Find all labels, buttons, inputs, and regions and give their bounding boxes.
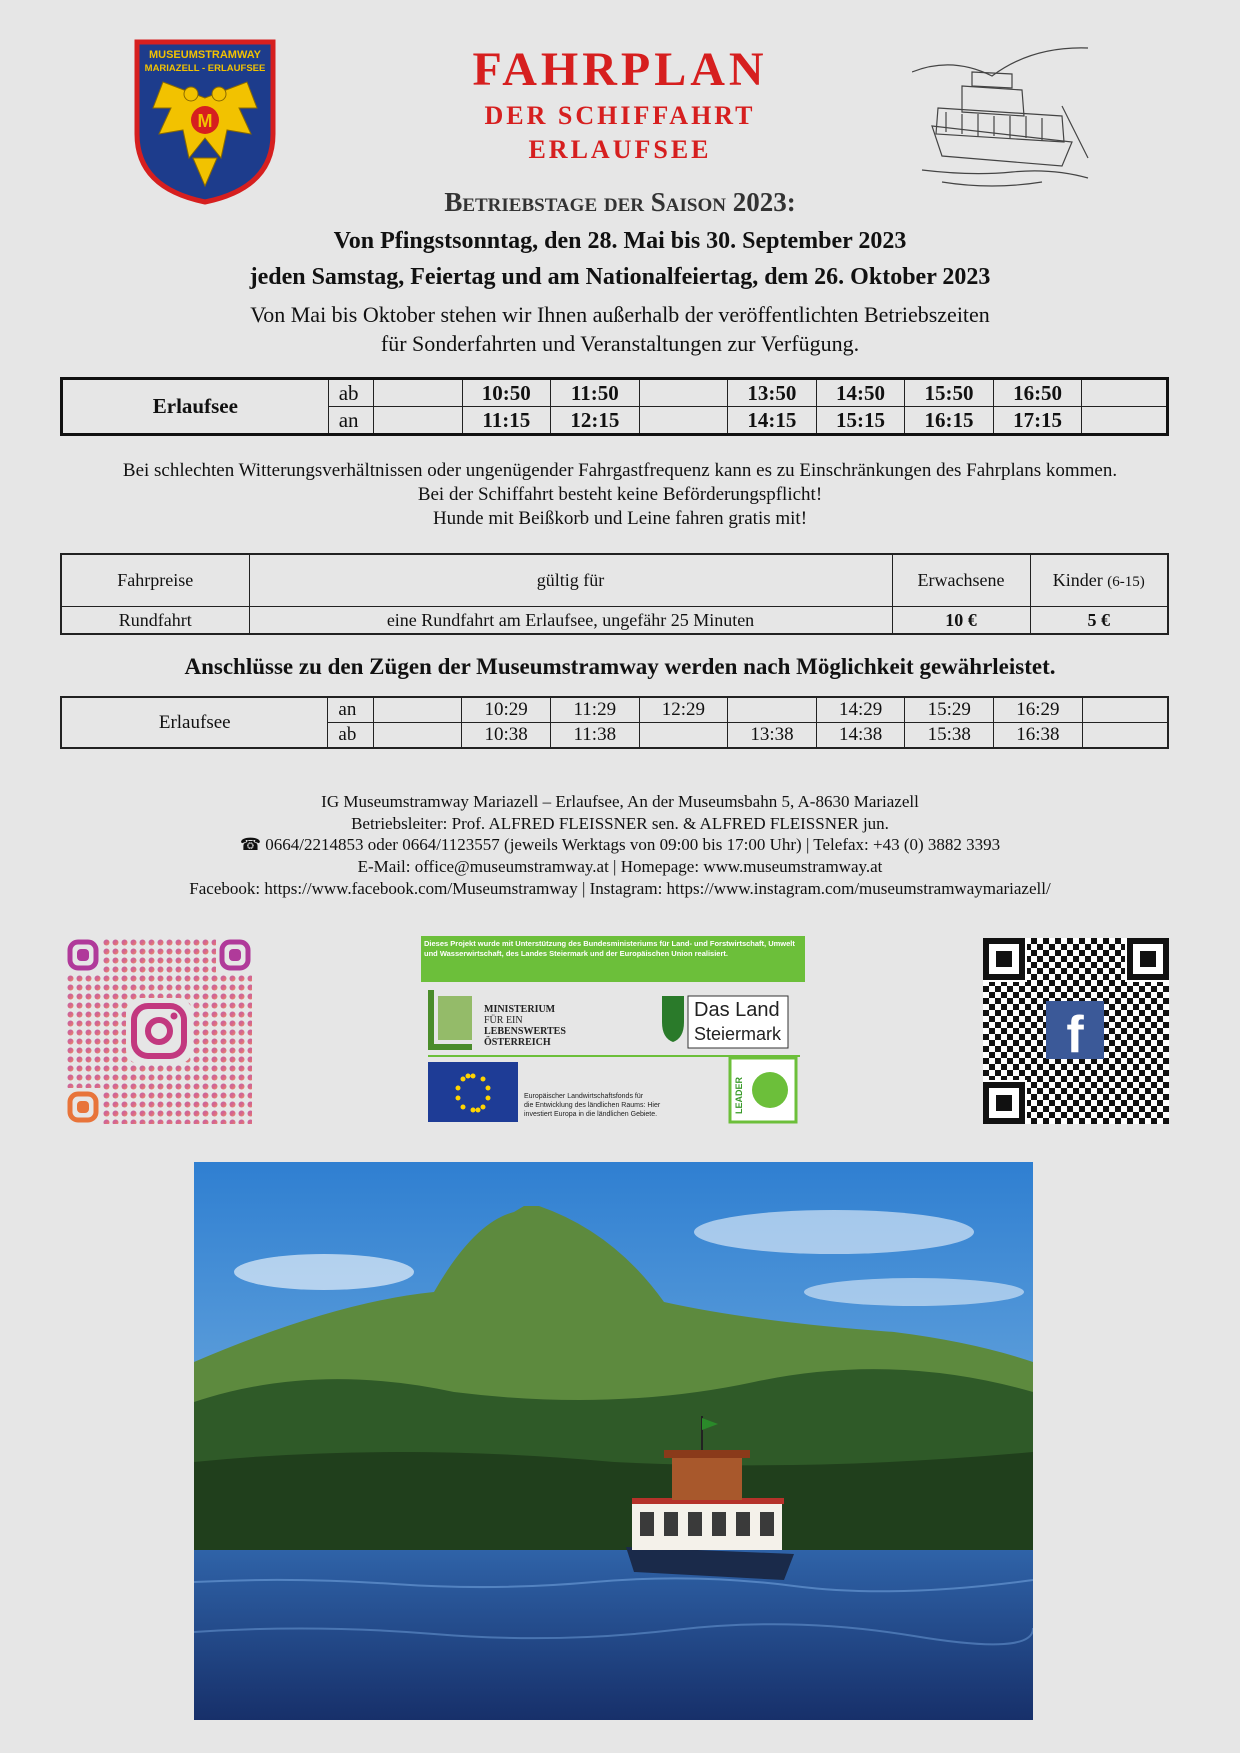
time-cell [1082,379,1168,407]
svg-text:Europäischer Landwirtschaftsfo: Europäischer Landwirtschaftsfonds für [524,1093,644,1100]
eu-flag-icon [428,1062,518,1122]
time-cell [373,697,462,723]
time-cell [639,407,728,435]
station-name: Erlaufsee [61,697,328,748]
footer-phone: ☎ 0664/2214853 oder 0664/1123557 (jeweils Werktags von 09:00 bis 17:00 Uhr) | Telefax: +43 (0) 3882 3393 [239,835,1001,854]
svg-text:MARIAZELL - ERLAUFSEE: MARIAZELL - ERLAUFSEE [144,63,266,74]
time-cell [373,407,462,435]
time-cell: 14:29 [816,697,905,723]
special-trips-note-2: für Sonderfahrten und Veranstaltungen zur Verfügung. [380,331,860,356]
svg-text:MUSEUMSTRAMWAY: MUSEUMSTRAMWAY [148,49,262,61]
time-cell: 15:29 [905,697,994,723]
time-cell: 17:15 [993,407,1082,435]
kinder-label: Kinder [1052,570,1103,590]
time-cell: 16:38 [994,723,1083,749]
svg-text:LEBENSWERTES: LEBENSWERTES [484,1026,566,1037]
time-cell: 16:50 [993,379,1082,407]
facebook-qr-code[interactable] [983,938,1169,1124]
time-cell [1082,723,1168,749]
price-header: Erwachsene [892,554,1030,607]
price-table [60,553,1169,635]
time-cell [639,723,728,749]
fare-type: Rundfahrt [61,607,249,635]
svg-text:M: M [197,111,213,131]
time-cell: 15:50 [905,379,994,407]
direction-label: ab [328,379,373,407]
svg-text:LEADER: LEADER [734,1076,744,1114]
time-cell: 16:15 [905,407,994,435]
fare-description: eine Rundfahrt am Erlaufsee, ungefähr 25 Minuten [249,607,892,635]
train-connections-table [60,696,1169,749]
direction-label: ab [328,723,373,749]
time-cell: 16:29 [994,697,1083,723]
svg-text:FÜR EIN: FÜR EIN [484,1015,523,1026]
time-cell [639,379,728,407]
connection-row-an [61,697,1168,723]
svg-text:MINISTERIUM: MINISTERIUM [484,1004,556,1015]
time-cell [373,723,462,749]
svg-text:Das Land: Das Land [694,999,780,1021]
time-cell [1082,697,1168,723]
steiermark-crest-icon [662,996,684,1042]
svg-text:investiert Europa in die ländl: investiert Europa in die ländlichen Gebiete. [524,1111,658,1118]
page-subtitle-location: ERLAUFSEE [528,135,712,164]
time-cell: 11:15 [462,407,551,435]
special-trips-note: Von Mai bis Oktober stehen wir Ihnen außerhalb der veröffentlichten Betriebszeiten [250,302,990,327]
boat-schedule-table [60,377,1169,436]
time-cell [373,379,462,407]
funding-banner-text: Dieses Projekt wurde mit Unterstützung des Bundesministeriums für Land- und Forstwirtschaft, Umwelt und Wasserwirtschaft, des Landes Steiermark und der Europäischen Union realisiert. [424,939,795,958]
time-cell: 15:15 [816,407,905,435]
direction-label: an [328,407,373,435]
ship-sketch-image [912,46,1092,196]
time-cell: 14:38 [816,723,905,749]
lake-ship-photo [194,1162,1033,1720]
footer-address: IG Museumstramway Mariazell – Erlaufsee, An der Museumsbahn 5, A-8630 Mariazell [321,792,919,811]
age-range: (6-15) [1107,574,1145,590]
transport-note: Bei der Schiffahrt besteht keine Beförderungspflicht! [417,484,823,505]
adult-price: 10 € [892,607,1030,635]
time-cell: 13:50 [728,379,817,407]
dogs-note: Hunde mit Beißkorb und Leine fahren gratis mit! [432,508,808,529]
time-cell: 10:38 [462,723,551,749]
time-cell: 12:29 [639,697,728,723]
season-days: jeden Samstag, Feiertag und am Nationalfeiertag, dem 26. Oktober 2023 [249,264,991,290]
price-row [61,607,1168,635]
time-cell: 13:38 [728,723,817,749]
footer-social-links: Facebook: https://www.facebook.com/Museumstramway | Instagram: https://www.instagram.com/museumstramwaymariazell/ [189,879,1051,898]
time-cell: 11:38 [550,723,639,749]
season-dates: Von Pfingstsonntag, den 28. Mai bis 30. September 2023 [333,228,907,254]
time-cell: 10:29 [462,697,551,723]
child-price: 5 € [1030,607,1168,635]
page-subtitle: DER SCHIFFAHRT [484,101,756,130]
instagram-qr-code[interactable] [66,938,252,1124]
direction-label: an [328,697,373,723]
footer-email-homepage: E-Mail: office@museumstramway.at | Homepage: www.museumstramway.at [357,857,883,876]
season-heading: Betriebstage der Saison 2023: [444,187,796,217]
schedule-row-ab [62,379,1168,407]
svg-text:die Entwicklung des ländlichen: die Entwicklung des ländlichen Raums: Hier [524,1102,661,1109]
time-cell: 14:50 [816,379,905,407]
funding-logos [420,936,806,1126]
svg-text:ÖSTERREICH: ÖSTERREICH [484,1037,551,1048]
price-header [1030,554,1168,607]
price-header-row [61,554,1168,607]
time-cell [1082,407,1168,435]
station-name: Erlaufsee [62,379,329,435]
time-cell: 10:50 [462,379,551,407]
price-header: Fahrpreise [61,554,249,607]
price-header: gültig für [249,554,892,607]
time-cell: 14:15 [728,407,817,435]
connections-heading: Anschlüsse zu den Zügen der Museumstramway werden nach Möglichkeit gewährleistet. [184,654,1056,679]
time-cell: 11:29 [550,697,639,723]
time-cell: 11:50 [551,379,640,407]
weather-note: Bei schlechten Witterungsverhältnissen oder ungenügender Fahrgastfrequenz kann es zu Einschränkungen des Fahrplans kommen. [122,460,1118,481]
svg-text:Steiermark: Steiermark [694,1024,782,1044]
footer-managers: Betriebsleiter: Prof. ALFRED FLEISSNER sen. & ALFRED FLEISSNER jun. [351,814,889,833]
time-cell: 12:15 [551,407,640,435]
page-title: FAHRPLAN [472,43,768,96]
time-cell: 15:38 [905,723,994,749]
svg-text:f: f [1066,1006,1084,1064]
time-cell [728,697,817,723]
